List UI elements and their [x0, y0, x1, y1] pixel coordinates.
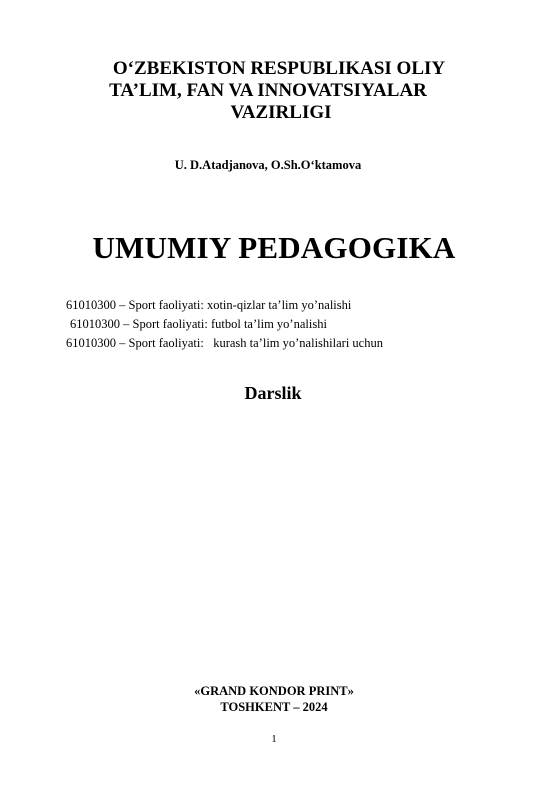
publisher-block	[0, 683, 536, 715]
program-line-1: 61010300 – Sport faoliyati: xotin-qizlar ta’lim yo’nalishi	[66, 298, 352, 312]
program-line-3: 61010300 – Sport faoliyati: kurash ta’lim yo’nalishilari uchun	[66, 336, 383, 350]
page-number: 1	[271, 733, 277, 745]
program-line-2: 61010300 – Sport faoliyati: futbol ta’lim yo’nalishi	[70, 317, 327, 331]
ministry-line-2: TA’LIM, FAN VA INNOVATSIYALAR	[109, 80, 427, 101]
ministry-heading	[0, 58, 536, 124]
ministry-line-1: O‘ZBEKISTON RESPUBLIKASI OLIY	[112, 58, 446, 79]
program-list	[0, 296, 536, 353]
publisher-name: «GRAND KONDOR PRINT»	[194, 684, 354, 698]
authors: U. D.Atadjanova, O.Sh.O‘ktamova	[174, 158, 362, 172]
book-genre: Darslik	[244, 383, 302, 403]
book-title: UMUMIY PEDAGOGIKA	[92, 230, 456, 265]
ministry-line-3: VAZIRLIGI	[230, 102, 332, 123]
publisher-city-year: TOSHKENT – 2024	[220, 700, 328, 714]
